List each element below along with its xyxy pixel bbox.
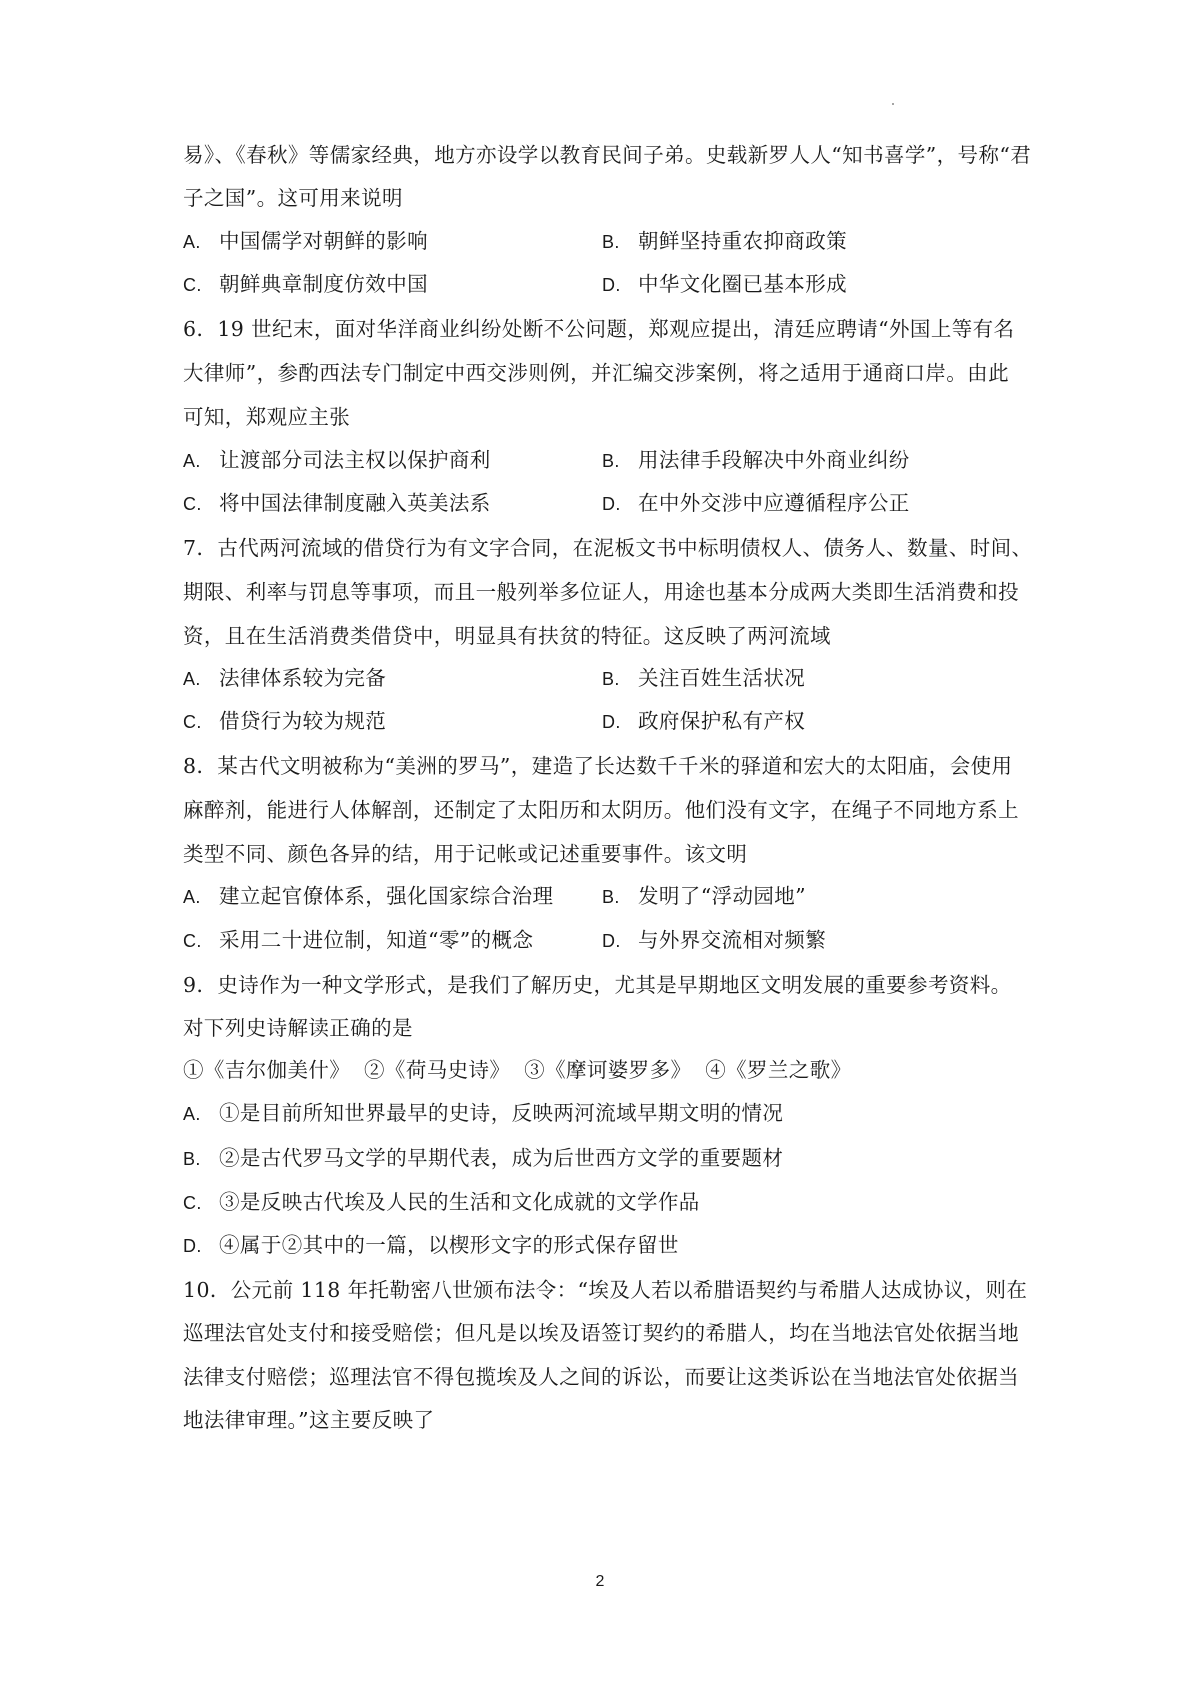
option-letter: A. xyxy=(183,1104,201,1124)
option-letter: C. xyxy=(183,494,202,514)
question-9-epic-list: ①《吉尔伽美什》 ②《荷马史诗》 ③《摩诃婆罗多》 ④《罗兰之歌》 xyxy=(183,1058,852,1082)
question-8-option-a xyxy=(183,876,553,916)
option-letter: B. xyxy=(602,887,620,907)
question-9-option-d xyxy=(183,1225,679,1265)
option-letter: B. xyxy=(602,669,620,689)
question-9-option-b xyxy=(183,1138,783,1178)
option-text: 将中国法律制度融入英美法系 xyxy=(219,491,491,515)
question-8-option-c xyxy=(183,920,533,960)
question-5-line-1: 易》、《春秋》等儒家经典，地方亦设学以教育民间子弟。史载新罗人人“知书喜学”，号称“君 xyxy=(183,143,1032,167)
question-5-option-a xyxy=(183,221,428,261)
option-letter: A. xyxy=(183,887,201,907)
question-9-line-2: 对下列史诗解读正确的是 xyxy=(183,1016,413,1040)
question-7-option-c xyxy=(183,701,386,741)
option-letter: D. xyxy=(602,494,621,514)
option-letter: A. xyxy=(183,669,201,689)
question-7-option-a xyxy=(183,658,386,698)
question-7-line-1: 7．古代两河流域的借贷行为有文字合同，在泥板文书中标明债权人、债务人、数量、时间、 xyxy=(183,536,1033,560)
option-letter: C. xyxy=(183,275,202,295)
option-text: 用法律手段解决中外商业纠纷 xyxy=(638,448,910,472)
question-6-option-a xyxy=(183,440,491,480)
option-text: ③是反映古代埃及人民的生活和文化成就的文学作品 xyxy=(219,1190,700,1214)
question-6-line-2: 大律师”，参酌西法专门制定中西交涉则例，并汇编交涉案例，将之适用于通商口岸。由此 xyxy=(183,361,1009,385)
question-9-option-c xyxy=(183,1182,700,1222)
option-letter: D. xyxy=(183,1236,202,1256)
option-text: 发明了“浮动园地” xyxy=(638,884,807,908)
option-letter: A. xyxy=(183,451,201,471)
question-10-line-2: 巡理法官处支付和接受赔偿；但凡是以埃及语签订契约的希腊人，均在当地法官处依据当地 xyxy=(183,1321,1019,1345)
question-6-line-3: 可知，郑观应主张 xyxy=(183,405,351,429)
question-7-option-d xyxy=(602,701,805,741)
option-text: 朝鲜典章制度仿效中国 xyxy=(219,272,428,296)
question-5-line-2: 子之国”。这可用来说明 xyxy=(183,186,403,210)
option-text: ①是目前所知世界最早的史诗，反映两河流域早期文明的情况 xyxy=(219,1101,784,1125)
scan-speck xyxy=(892,103,894,105)
question-7-line-2: 期限、利率与罚息等事项，而且一般列举多位证人，用途也基本分成两大类即生活消费和投 xyxy=(183,580,1019,604)
option-letter: C. xyxy=(183,1193,202,1213)
question-10-line-1: 10．公元前 118 年托勒密八世颁布法令：“埃及人若以希腊语契约与希腊人达成协议，则在 xyxy=(183,1278,1028,1302)
option-text: 朝鲜坚持重农抑商政策 xyxy=(638,229,847,253)
option-text: ④属于②其中的一篇，以楔形文字的形式保存留世 xyxy=(219,1233,679,1257)
question-10-line-3: 法律支付赔偿；巡理法官不得包揽埃及人之间的诉讼，而要让这类诉讼在当地法官处依据当 xyxy=(183,1365,1019,1389)
question-8-option-b xyxy=(602,876,806,916)
option-text: 建立起官僚体系，强化国家综合治理 xyxy=(219,884,554,908)
question-8-line-3: 类型不同、颜色各异的结，用于记帐或记述重要事件。该文明 xyxy=(183,842,748,866)
option-text: 中国儒学对朝鲜的影响 xyxy=(219,229,428,253)
option-text: 与外界交流相对频繁 xyxy=(638,928,827,952)
question-9-option-a xyxy=(183,1093,783,1133)
question-6-option-d xyxy=(602,483,910,523)
question-10-line-4: 地法律审理。”这主要反映了 xyxy=(183,1408,435,1432)
option-text: 在中外交涉中应遵循程序公正 xyxy=(638,491,910,515)
page-number: 2 xyxy=(595,1573,605,1590)
option-letter: C. xyxy=(183,931,202,951)
question-5-option-d xyxy=(602,264,847,304)
option-letter: B. xyxy=(602,451,620,471)
question-6-line-1: 6．19 世纪末，面对华洋商业纠纷处断不公问题，郑观应提出，清廷应聘请“外国上等有名 xyxy=(183,317,1015,341)
option-text: 采用二十进位制，知道“零”的概念 xyxy=(219,928,534,952)
question-8-line-1: 8．某古代文明被称为“美洲的罗马”，建造了长达数千千米的驿道和宏大的太阳庙，会使用 xyxy=(183,754,1013,778)
option-text: 法律体系较为完备 xyxy=(219,666,387,690)
option-text: 借贷行为较为规范 xyxy=(219,709,387,733)
option-text: 关注百姓生活状况 xyxy=(638,666,806,690)
option-letter: D. xyxy=(602,275,621,295)
question-6-option-b xyxy=(602,440,910,480)
question-7-option-b xyxy=(602,658,805,698)
option-letter: B. xyxy=(183,1149,201,1169)
question-8-line-2: 麻醉剂，能进行人体解剖，还制定了太阳历和太阴历。他们没有文字，在绳子不同地方系上 xyxy=(183,798,1019,822)
option-text: 让渡部分司法主权以保护商利 xyxy=(219,448,491,472)
option-letter: D. xyxy=(602,712,621,732)
option-text: 中华文化圈已基本形成 xyxy=(638,272,847,296)
question-5-option-c xyxy=(183,264,428,304)
option-letter: D. xyxy=(602,931,621,951)
question-7-line-3: 资，且在生活消费类借贷中，明显具有扶贫的特征。这反映了两河流域 xyxy=(183,624,831,648)
question-6-option-c xyxy=(183,483,491,523)
option-letter: B. xyxy=(602,232,620,252)
question-5-option-b xyxy=(602,221,847,261)
question-9-line-1: 9．史诗作为一种文学形式，是我们了解历史，尤其是早期地区文明发展的重要参考资料。 xyxy=(183,973,1012,997)
option-text: 政府保护私有产权 xyxy=(638,709,806,733)
option-letter: C. xyxy=(183,712,202,732)
option-text: ②是古代罗马文学的早期代表，成为后世西方文学的重要题材 xyxy=(219,1146,784,1170)
question-8-option-d xyxy=(602,920,826,960)
option-letter: A. xyxy=(183,232,201,252)
